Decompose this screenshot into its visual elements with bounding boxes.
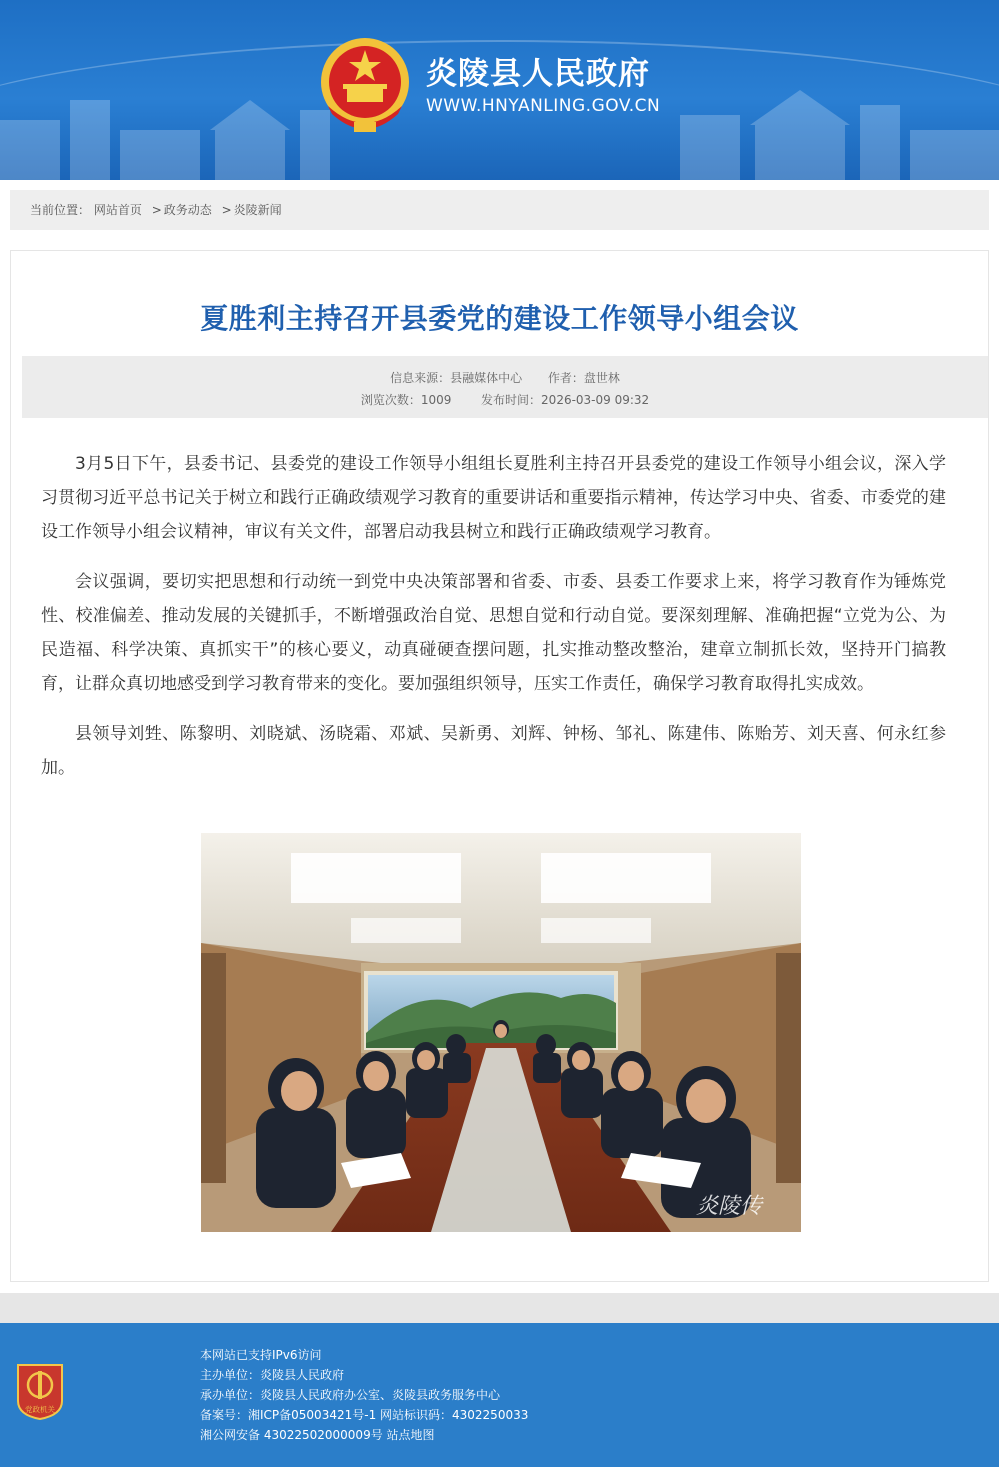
site-title[interactable]: 炎陵县人民政府 xyxy=(426,56,650,92)
footer-organizer: 承办单位：炎陵县人民政府办公室、炎陵县政务服务中心 xyxy=(200,1388,501,1402)
meeting-photo xyxy=(201,833,801,1232)
photo-watermark: 炎陵传 xyxy=(696,1194,763,1219)
footer-icp[interactable]: 备案号：湘ICP备05003421号-1 网站标识码：4302250033 xyxy=(200,1408,529,1422)
breadcrumb-separator: > xyxy=(221,203,232,217)
site-url[interactable]: WWW.HNYANLING.GOV.CN xyxy=(426,96,661,116)
date-value: 2026-03-09 09:32 xyxy=(541,393,650,407)
breadcrumb xyxy=(10,190,989,230)
breadcrumb-prefix: 当前位置： xyxy=(30,203,91,217)
footer-separator-band xyxy=(0,1293,999,1323)
footer-ipv6: 本网站已支持IPv6访问 xyxy=(200,1348,322,1362)
breadcrumb-local-news-link[interactable]: 炎陵新闻 xyxy=(233,203,282,217)
party-government-agency-badge-icon[interactable] xyxy=(14,1361,66,1421)
footer-sponsor: 主办单位：炎陵县人民政府 xyxy=(200,1368,345,1382)
article-body xyxy=(41,447,946,801)
site-header xyxy=(0,0,999,180)
footer-public-security-and-sitemap[interactable]: 湘公网安备 43022502000009号 站点地图 xyxy=(200,1428,435,1442)
author-value: 盘世林 xyxy=(583,371,620,385)
article-meta xyxy=(22,356,988,418)
article-paragraph: 3月5日下午，县委书记、县委党的建设工作领导小组组长夏胜利主持召开县委党的建设工作领导小组会议，深入学习贯彻习近平总书记关于树立和践行正确政绩观学习教育的重要讲话和重要指示精神，传达学习中央、省委、市委党的建设工作领导小组会议精神，审议有关文件，部署启动我县树立和践行正确政绩观学习教育。 xyxy=(41,454,946,542)
breadcrumb-separator: > xyxy=(151,203,162,217)
article-paragraph: 县领导刘甡、陈黎明、刘晓斌、汤晓霜、邓斌、吴新勇、刘辉、钟杨、邹礼、陈建伟、陈贻芳、刘天喜、何永红参加。 xyxy=(41,724,946,778)
article-paragraph: 会议强调，要切实把思想和行动统一到党中央决策部署和省委、市委、县委工作要求上来，将学习教育作为锤炼党性、校准偏差、推动发展的关键抓手，不断增强政治自觉、思想自觉和行动自觉。要深刻理解、准确把握“立党为公、为民造福、科学决策、真抓实干”的核心要义，动真碰硬查摆问题，扎实推动整改整治，建章立制抓长效，坚持开门搞教育，让群众真切地感受到学习教育带来的变化。要加强组织领导，压实工作责任，确保学习教育取得扎实成效。 xyxy=(41,572,946,694)
date-label: 发布时间： xyxy=(481,393,542,407)
views-label: 浏览次数： xyxy=(360,393,421,407)
source-value: 县融媒体中心 xyxy=(450,371,523,385)
breadcrumb-news-section-link[interactable]: 政务动态 xyxy=(163,203,212,217)
article-title: 夏胜利主持召开县委党的建设工作领导小组会议 xyxy=(200,302,799,335)
views-value: 1009 xyxy=(420,393,452,407)
footer-info xyxy=(200,1345,528,1445)
source-label: 信息来源： xyxy=(390,371,451,385)
site-footer xyxy=(0,1323,999,1467)
badge-label: 党政机关 xyxy=(25,1405,55,1414)
national-emblem-icon xyxy=(318,36,412,136)
breadcrumb-home-link[interactable]: 网站首页 xyxy=(93,203,142,217)
author-label: 作者： xyxy=(547,371,584,385)
article-container xyxy=(10,250,989,1282)
